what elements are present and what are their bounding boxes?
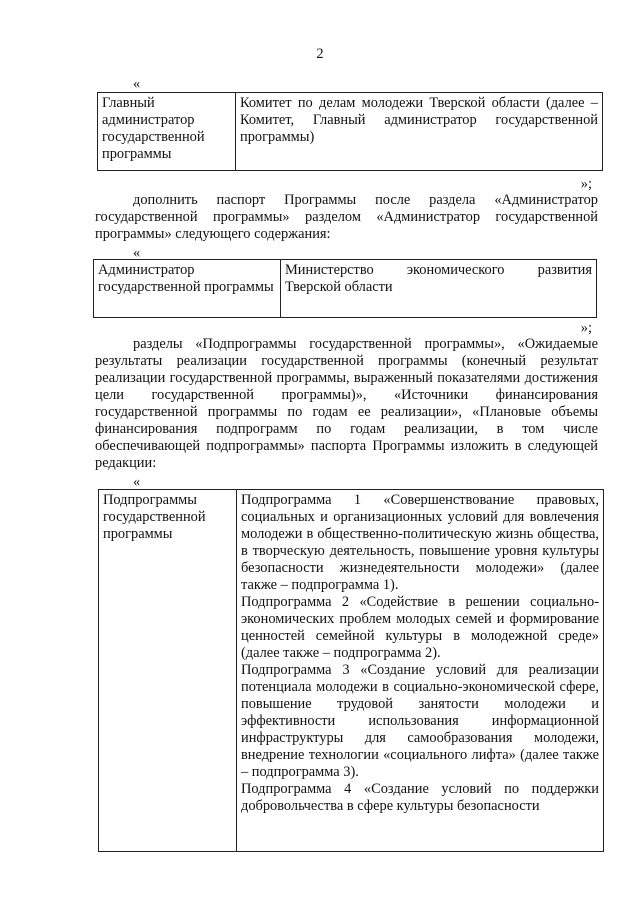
subprogram-3: Подпрограмма 3 «Создание условий для реализации потенциала молодежи в социально-экономической сфере, повышение трудовой занятости молодежи и эффективности использования информационной инфраструктуры для самообразования молодежи, внедрение технологии «социального лифта» (далее также – подпрограмма 3). bbox=[241, 662, 599, 780]
subprogram-4: Подпрограмма 4 «Создание условий по поддержки добровольчества в сфере культуры безопасности bbox=[241, 781, 599, 814]
amendment-paragraph-1 bbox=[95, 192, 598, 243]
opening-quote: « bbox=[133, 76, 141, 92]
administrator-label: Администратор государственной программы bbox=[94, 260, 281, 318]
administrator-table bbox=[93, 259, 597, 318]
closing-quote: »; bbox=[580, 176, 592, 192]
subprogram-2: Подпрограмма 2 «Содействие в решении социально-экономических проблем молодых семей и формирование ценностей семейной культуры в молодежной среде» (далее также – подпрограмма 2). bbox=[241, 594, 599, 661]
closing-quote: »; bbox=[580, 320, 592, 336]
amendment-text-2: разделы «Подпрограммы государственной программы», «Ожидаемые результаты реализации государственной программы (конечный результат реализации государственной программы, выраженный показателями достижения цели государственной программы)», «Источники финансирования государственной программы по годам ее реализации», «Плановые объемы финансирования подпрограмм по годам реализации, в том числе обеспечивающей подпрограммы» паспорта Программы изложить в следующей редакции: bbox=[95, 336, 598, 471]
chief-administrator-value: Комитет по делам молодежи Тверской области (далее – Комитет, Главный администратор государственной программы) bbox=[236, 93, 603, 171]
page-number: 2 bbox=[316, 46, 324, 62]
subprograms-label: Подпрограммы государственной программы bbox=[99, 490, 237, 852]
opening-quote: « bbox=[133, 245, 141, 261]
subprograms-table bbox=[98, 489, 604, 852]
subprogram-1: Подпрограмма 1 «Совершенствование правовых, социальных и организационных условий для вовлечения молодежи в общественно-политическую жизнь общества, в творческую деятельность, повышение уровня культуры безопасности жизнедеятельности молодежи» (далее также – подпрограмма 1). bbox=[241, 492, 599, 593]
chief-administrator-table bbox=[97, 92, 603, 171]
amendment-paragraph-2 bbox=[95, 336, 598, 472]
amendment-text-1: дополнить паспорт Программы после раздела «Администратор государственной программы» разделом «Администратор государственной программы» следующего содержания: bbox=[95, 192, 598, 242]
opening-quote: « bbox=[133, 474, 141, 490]
administrator-value: Министерство экономического развития Тверской области bbox=[281, 260, 597, 318]
chief-administrator-label: Главный администратор государственной программы bbox=[98, 93, 236, 171]
subprograms-list bbox=[237, 490, 604, 852]
